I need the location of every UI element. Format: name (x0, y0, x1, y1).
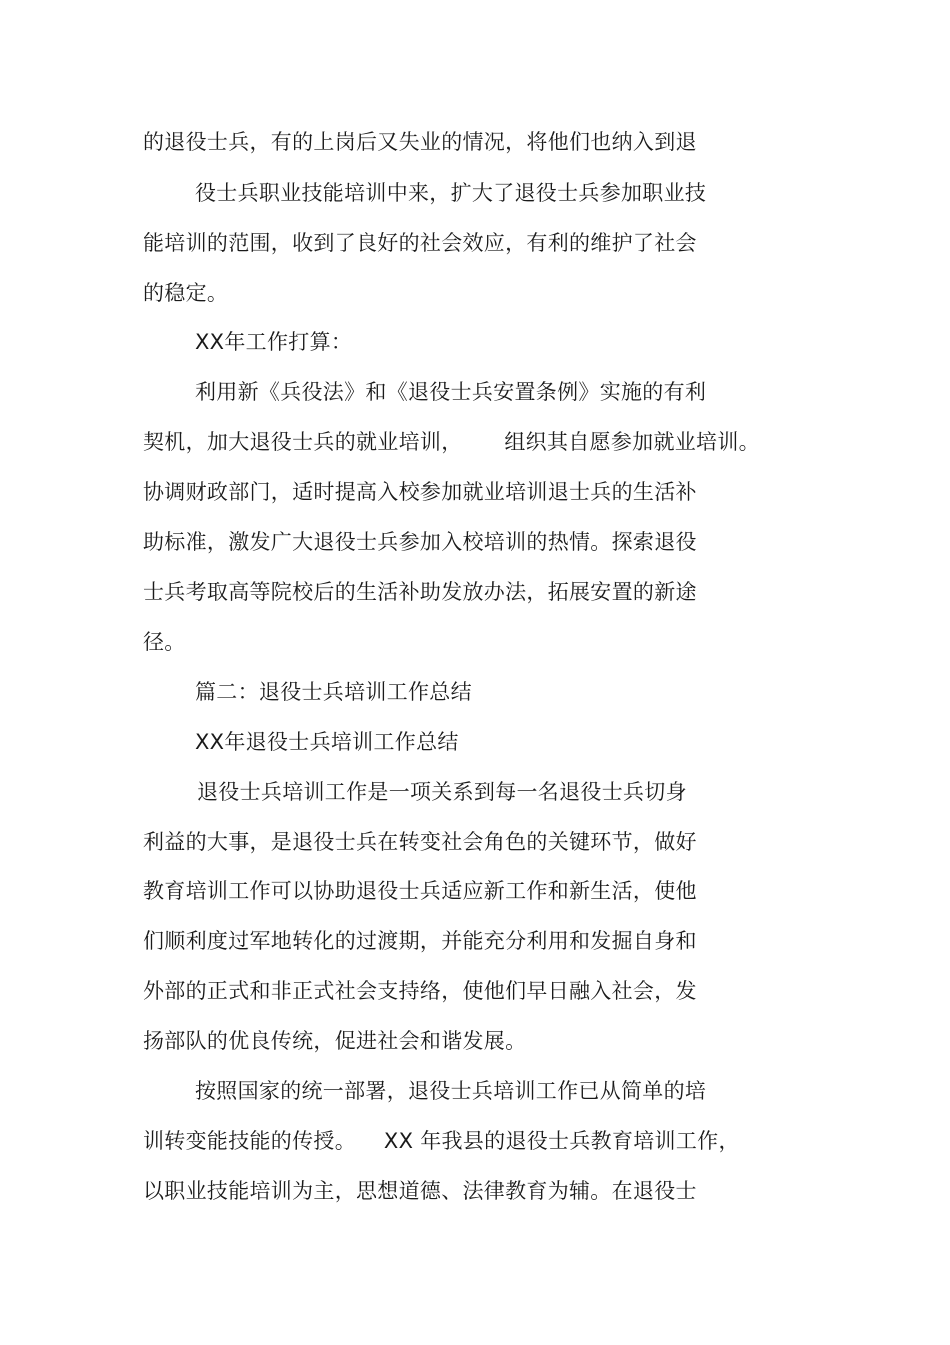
text-line: 利用新《兵役法》和《退役士兵安置条例》实施的有利 (195, 380, 707, 404)
text-line: 契机，加大退役士兵的就业培训， 组织其自愿参加就业培训。 (143, 430, 760, 454)
text-line: 训转变能技能的传授。 XX 年我县的退役士兵教育培训工作， (143, 1129, 740, 1153)
text-line: 能培训的范围，收到了良好的社会效应，有利的维护了社会 (143, 231, 697, 255)
text-line: 的退役士兵，有的上岗后又失业的情况，将他们也纳入到退 (143, 130, 697, 154)
text-line: 以职业技能培训为主，思想道德、法律教育为辅。在退役士 (143, 1179, 697, 1203)
text-line: 径。 (143, 630, 186, 654)
text-line: 们顺利度过军地转化的过渡期，并能充分利用和发掘自身和 (143, 929, 697, 953)
text-line: 教育培训工作可以协助退役士兵适应新工作和新生活，使他 (143, 879, 697, 903)
text-line: 士兵考取高等院校后的生活补助发放办法，拓展安置的新途 (143, 580, 697, 604)
text-line: 役士兵职业技能培训中来，扩大了退役士兵参加职业技 (195, 181, 707, 205)
text-line: 扬部队的优良传统，促进社会和谐发展。 (143, 1029, 527, 1053)
section-heading: XX年工作打算： (195, 330, 353, 354)
text-line: 助标准，激发广大退役士兵参加入校培训的热情。探索退役 (143, 530, 697, 554)
text-line: 外部的正式和非正式社会支持络，使他们早日融入社会，发 (143, 979, 697, 1003)
text-line: 退役士兵培训工作是一项关系到每一名退役士兵切身 (197, 780, 687, 804)
text-line: 的稳定。 (143, 281, 229, 305)
text-line: 协调财政部门，适时提高入校参加就业培训退士兵的生活补 (143, 480, 697, 504)
document-title: XX年退役士兵培训工作总结 (195, 730, 459, 754)
text-line: 利益的大事，是退役士兵在转变社会角色的关键环节，做好 (143, 830, 697, 854)
chapter-heading: 篇二：退役士兵培训工作总结 (195, 680, 472, 704)
text-line: 按照国家的统一部署，退役士兵培训工作已从简单的培 (195, 1079, 707, 1103)
